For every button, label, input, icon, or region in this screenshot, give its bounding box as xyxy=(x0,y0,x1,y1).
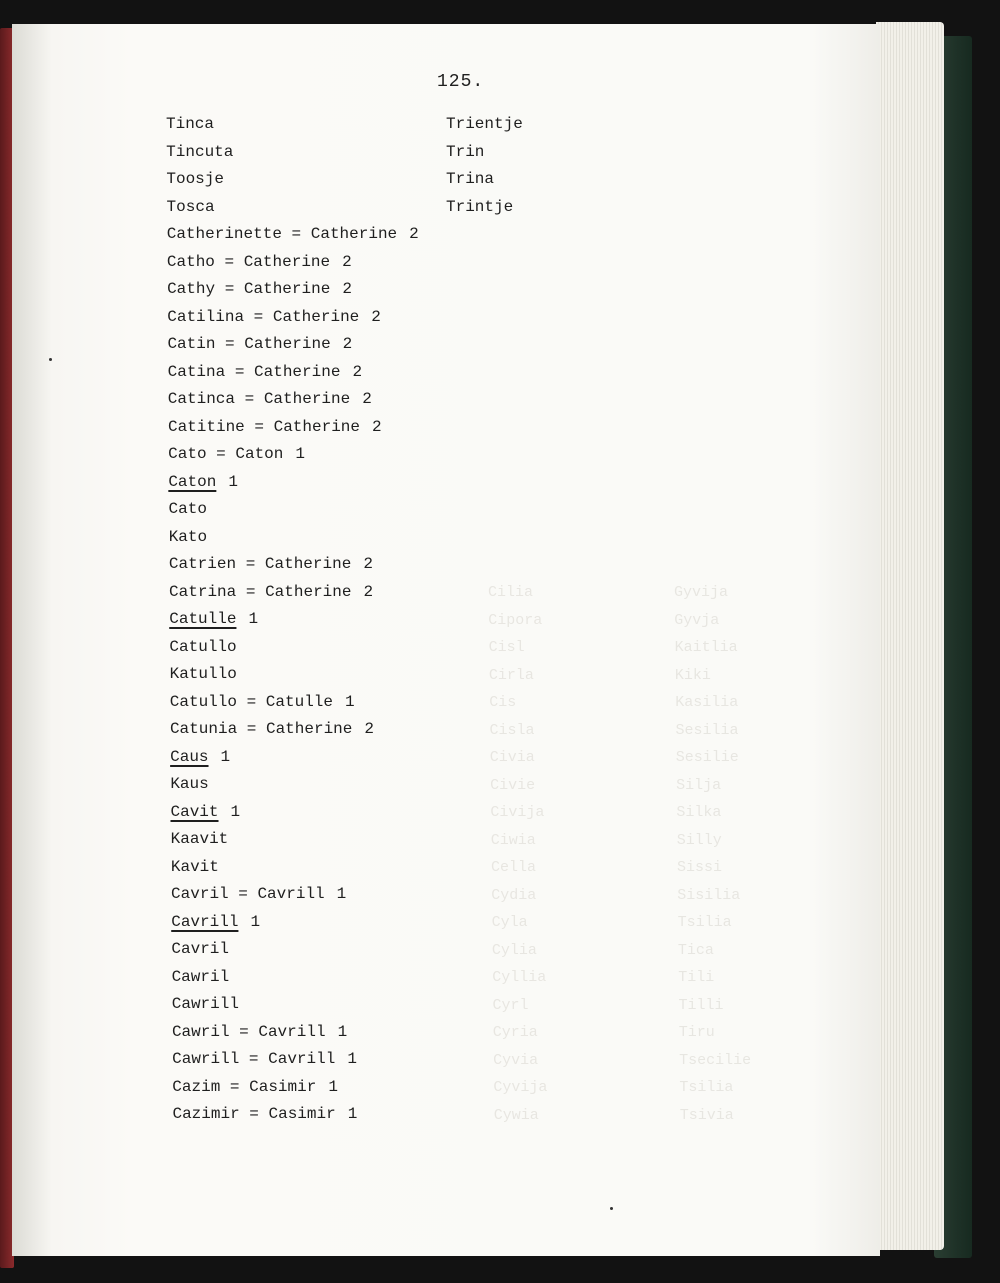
reference-number: 1 xyxy=(345,692,355,711)
name-entry xyxy=(167,197,215,217)
name-entry xyxy=(172,1104,357,1124)
book-page xyxy=(12,24,880,1256)
bleed-through-text: Sesilie xyxy=(675,749,739,766)
name-entry xyxy=(169,637,236,657)
name-entry-right: Trientje xyxy=(446,115,523,133)
bleed-through-text: Civia xyxy=(489,749,535,766)
name-entry xyxy=(171,829,229,849)
variant-name: Catin = Catherine xyxy=(167,335,331,353)
name-entry xyxy=(167,279,352,299)
bleed-through-text: Gyvija xyxy=(674,584,729,601)
variant-name: Tosca xyxy=(166,197,215,216)
bleed-through-text: Cyllia xyxy=(492,969,547,986)
name-entry xyxy=(172,967,230,987)
bleed-through-text: Tili xyxy=(678,969,715,986)
reference-number: 1 xyxy=(228,472,238,491)
variant-name: Cazimir = Casimir xyxy=(172,1105,336,1123)
variant-name: Catrina = Catherine xyxy=(169,582,352,601)
name-entry xyxy=(171,884,346,904)
variant-name: Kaus xyxy=(170,775,209,793)
name-entry xyxy=(166,142,233,162)
bleed-through-text: Cilia xyxy=(488,584,534,601)
name-entry xyxy=(168,472,238,492)
variant-name: Cavril xyxy=(171,940,229,958)
variant-name: Cawril = Cavrill xyxy=(171,1022,326,1041)
name-entry-right: Trin xyxy=(446,142,485,161)
variant-name: Kato xyxy=(168,527,208,546)
reference-number: 1 xyxy=(336,885,347,903)
bleed-through-text: Cipora xyxy=(488,611,543,629)
name-entry xyxy=(167,334,352,354)
name-entry xyxy=(170,719,374,739)
variant-name: Catho = Catherine xyxy=(166,252,331,271)
name-entry xyxy=(170,692,355,712)
bleed-through-text: Silja xyxy=(676,776,722,794)
reference-number: 2 xyxy=(371,307,381,326)
variant-name: Catinca = Catherine xyxy=(167,390,351,408)
name-entry xyxy=(169,554,373,574)
name-entry xyxy=(169,527,207,547)
variant-name: Kaavit xyxy=(170,830,229,848)
reference-number: 2 xyxy=(352,362,363,381)
bleed-through-text: Sisilia xyxy=(677,886,741,904)
page-number: 125. xyxy=(437,72,485,92)
bleed-through-text: Kaitlia xyxy=(674,639,738,656)
name-entry xyxy=(170,774,208,794)
bleed-through-text: Cisla xyxy=(489,721,535,739)
variant-name: Catullo xyxy=(169,637,237,656)
reference-number: 1 xyxy=(328,1077,338,1096)
name-entry xyxy=(170,747,230,767)
bleed-through-text: Tsilia xyxy=(677,914,732,931)
bleed-through-text: Cirla xyxy=(488,666,534,684)
name-entry xyxy=(166,114,214,134)
name-entry xyxy=(172,1077,338,1097)
bleed-through-text: Cisl xyxy=(488,639,525,656)
reference-number: 2 xyxy=(409,225,419,243)
name-entry-right: Trintje xyxy=(446,197,514,216)
bleed-through-text: Tsilia xyxy=(679,1079,734,1096)
headword: Caton xyxy=(168,472,217,491)
bleed-through-text: Cyla xyxy=(491,914,528,931)
name-entry xyxy=(167,307,381,327)
reference-number: 1 xyxy=(347,1050,357,1068)
bleed-through-text: Cywia xyxy=(493,1106,539,1124)
bleed-through-text: Cyrl xyxy=(492,996,529,1014)
bleed-through-text: Cyvija xyxy=(493,1079,548,1096)
name-entry xyxy=(169,499,207,519)
name-entry xyxy=(168,362,362,382)
bleed-through-text: Civie xyxy=(490,776,536,794)
name-entry xyxy=(172,1049,357,1069)
page-stack-edges xyxy=(876,22,944,1250)
headword: Catulle xyxy=(169,610,237,628)
reference-number: 2 xyxy=(362,390,372,408)
reference-number: 2 xyxy=(364,720,374,738)
name-entry xyxy=(168,389,372,409)
variant-name: Katullo xyxy=(169,665,237,683)
bleed-through-text: Tica xyxy=(677,941,714,959)
bleed-through-text: Tiru xyxy=(678,1024,715,1041)
variant-name: Catunia = Catherine xyxy=(169,720,353,738)
bleed-through-text: Tsecilie xyxy=(679,1051,752,1069)
reference-number: 2 xyxy=(342,335,353,353)
headword: Cavrill xyxy=(171,912,239,931)
bleed-through-text: Cella xyxy=(491,859,537,876)
name-entry xyxy=(170,664,237,684)
variant-name: Cavril = Cavrill xyxy=(171,885,325,903)
variant-name: Cathy = Catherine xyxy=(167,280,331,298)
name-entry xyxy=(171,912,260,932)
bleed-through-text: Kasilia xyxy=(675,694,739,711)
variant-name: Catrien = Catherine xyxy=(168,555,352,573)
name-entry xyxy=(167,224,419,244)
reference-number: 1 xyxy=(295,445,305,463)
name-entry xyxy=(168,444,305,464)
bleed-through-text: Cydia xyxy=(491,886,537,904)
reference-number: 1 xyxy=(337,1022,348,1041)
variant-name: Tinca xyxy=(166,115,215,133)
bleed-through-text: Cyria xyxy=(492,1024,538,1041)
bleed-through-text: Tilli xyxy=(678,996,724,1014)
name-entry-right: Trina xyxy=(446,170,495,188)
name-entry xyxy=(171,802,241,822)
reference-number: 2 xyxy=(342,252,352,271)
reference-number: 2 xyxy=(342,280,352,298)
variant-name: Cato = Caton xyxy=(168,445,284,463)
variant-name: Catitine = Catherine xyxy=(167,417,360,436)
variant-name: Cawril xyxy=(171,967,230,986)
bleed-through-text: Silly xyxy=(676,831,722,849)
variant-name: Cato xyxy=(168,500,207,518)
name-entry xyxy=(172,1022,347,1042)
bleed-through-text: Gyvja xyxy=(674,611,720,629)
variant-name: Tincuta xyxy=(166,142,234,161)
name-entry xyxy=(167,252,352,272)
reference-number: 1 xyxy=(250,912,261,931)
bleed-through-text: Sissi xyxy=(677,859,723,876)
reference-number: 2 xyxy=(363,582,374,601)
name-entry xyxy=(172,994,239,1014)
variant-name: Catilina = Catherine xyxy=(167,307,360,326)
variant-name: Cawrill = Cavrill xyxy=(172,1050,336,1068)
reference-number: 2 xyxy=(363,555,373,573)
bleed-through-text: Sesilia xyxy=(675,721,739,739)
variant-name: Cawrill xyxy=(171,995,239,1013)
headword: Caus xyxy=(170,747,209,766)
name-entry xyxy=(171,857,219,877)
bleed-through-text: Ciwia xyxy=(490,831,536,849)
paper-speck xyxy=(610,1207,613,1210)
bleed-through-text: Cis xyxy=(489,694,517,711)
variant-name: Catina = Catherine xyxy=(167,362,341,381)
variant-name: Kavit xyxy=(170,857,219,876)
bleed-through-text: Kiki xyxy=(674,666,711,684)
reference-number: 1 xyxy=(230,802,241,821)
bleed-through-text: Civija xyxy=(490,804,545,821)
name-entry xyxy=(168,417,382,437)
paper-speck xyxy=(49,358,52,361)
variant-name: Toosje xyxy=(166,170,224,188)
bleed-through-text: Tsivia xyxy=(679,1106,734,1124)
reference-number: 1 xyxy=(347,1105,358,1123)
name-entry xyxy=(169,582,373,602)
name-entry xyxy=(171,939,229,959)
bleed-through-text: Silka xyxy=(676,804,722,821)
reference-number: 1 xyxy=(220,747,231,766)
name-entry xyxy=(169,609,258,629)
variant-name: Cazim = Casimir xyxy=(172,1077,317,1096)
bleed-through-text: Cyvia xyxy=(493,1051,539,1069)
reference-number: 2 xyxy=(372,417,382,436)
reference-number: 1 xyxy=(248,610,259,628)
name-entry xyxy=(166,169,224,189)
variant-name: Catullo = Catulle xyxy=(169,692,333,711)
bleed-through-text: Cylia xyxy=(491,941,537,959)
headword: Cavit xyxy=(170,802,219,821)
variant-name: Catherinette = Catherine xyxy=(166,225,398,243)
